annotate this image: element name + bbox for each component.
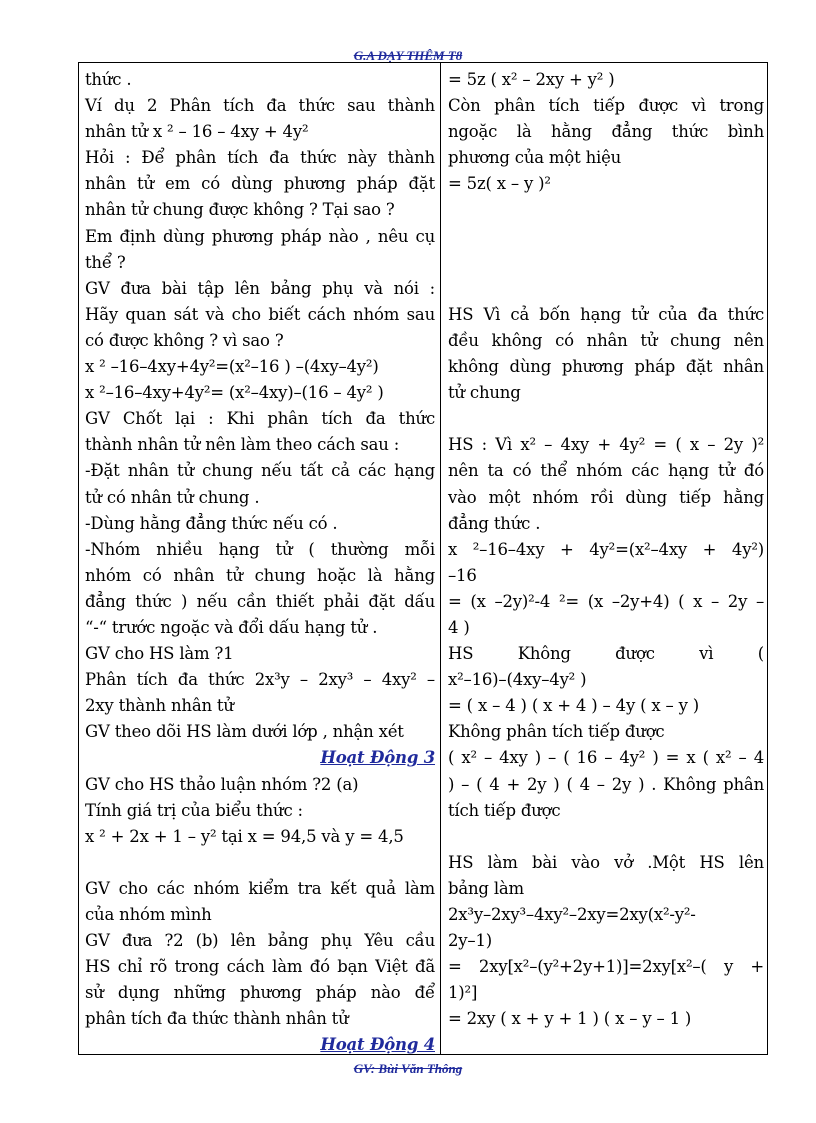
right-column-line — [448, 197, 764, 223]
left-column-line: thể ? — [85, 252, 126, 272]
column-divider — [440, 63, 441, 1054]
activity-heading: Hoạt Động 3 — [320, 748, 435, 768]
right-column-line: HS : Vì x² – 4xy + 4y² = ( x – 2y )² — [448, 435, 764, 455]
left-column-line: -Nhóm nhiều hạng tử ( thường mỗi — [85, 539, 435, 559]
left-column-line: x ² + 2x + 1 – y² tại x = 94,5 và y = 4,5 — [85, 826, 404, 846]
left-column-line: Ví dụ 2 Phân tích đa thức sau thành — [85, 96, 435, 116]
left-column-line: nhân tử chung được không ? Tại sao ? — [85, 200, 395, 220]
right-column-line: 2y–1) — [448, 931, 493, 951]
left-column-line: GV đưa bài tập lên bảng phụ và nói : — [85, 278, 435, 298]
right-column-line: đẳng thức . — [448, 513, 541, 533]
right-column-line: vào một nhóm rồi dùng tiếp hằng — [448, 487, 764, 507]
right-column-line: Còn phân tích tiếp được vì trong — [448, 96, 764, 116]
left-column-line: HS chỉ rõ trong cách làm đó bạn Việt đã — [85, 957, 435, 977]
right-column-line: tử chung — [448, 383, 521, 403]
left-column-line — [85, 850, 435, 876]
left-column-line: Hãy quan sát và cho biết cách nhóm sau — [85, 304, 435, 324]
left-column-line: GV cho các nhóm kiểm tra kết quả làm — [85, 878, 435, 898]
left-column-line: GV Chốt lại : Khi phân tích đa thức — [85, 409, 435, 429]
right-column-line: x²–16)–(4xy–4y² ) — [448, 670, 587, 690]
right-column-line: không dùng phương pháp đặt nhân — [448, 357, 764, 377]
right-column-line: 1)²] — [448, 983, 478, 1003]
left-column-line: 2xy thành nhân tử — [85, 696, 234, 716]
right-column-line: x ²–16–4xy + 4y²=(x²–4xy + 4y²) — [448, 539, 764, 559]
left-column-line: “-“ trước ngoặc và đổi dấu hạng tử . — [85, 617, 378, 637]
right-column-line: phương của một hiệu — [448, 148, 622, 168]
left-column-line: Em định dùng phương pháp nào , nêu cụ — [85, 226, 435, 246]
right-column-line: 4 ) — [448, 617, 470, 637]
right-column-line: –16 — [448, 565, 477, 585]
right-column-line: = 5z ( x² – 2xy + y² ) — [448, 70, 615, 89]
left-column-line: tử có nhân tử chung . — [85, 487, 260, 507]
right-column-line — [448, 824, 764, 850]
left-column-line: GV theo dõi HS làm dưới lớp , nhận xét — [85, 722, 404, 742]
right-column-line: = 5z( x – y )² — [448, 174, 551, 194]
left-column-line: GV cho HS thảo luận nhóm ?2 (a) — [85, 774, 359, 794]
right-column-line: = 2xy[x²–(y²+2y+1)]=2xy[x²–( y + — [448, 957, 764, 977]
right-column-line: nên ta có thể nhóm các hạng tử đó — [448, 461, 764, 481]
right-column-line: ( x² – 4xy ) – ( 16 – 4y² ) = x ( x² – 4 — [448, 748, 764, 768]
right-column-line: Không phân tích tiếp được — [448, 722, 665, 742]
right-column-line: = (x –2y)²-4 ²= (x –2y+4) ( x – 2y – — [448, 591, 764, 611]
right-column-line — [448, 406, 764, 432]
left-column-line: phân tích đa thức thành nhân tử — [85, 1009, 349, 1029]
right-column-line — [448, 276, 764, 302]
right-column-line: HS Không được vì ( — [448, 644, 764, 664]
left-column-line: có được không ? vì sao ? — [85, 330, 284, 350]
left-column-line: x ²–16–4xy+4y²= (x²–4xy)–(16 – 4y² ) — [85, 383, 384, 403]
right-column-line: = ( x – 4 ) ( x + 4 ) – 4y ( x – y ) — [448, 696, 700, 716]
left-column-line: x ² –16–4xy+4y²=(x²–16 ) –(4xy–4y²) — [85, 357, 379, 377]
student-activity-column — [448, 67, 764, 1032]
left-column-line: đẳng thức ) nếu cần thiết phải đặt dấu — [85, 591, 435, 611]
left-column-line: nhân tử em có dùng phương pháp đặt — [85, 174, 435, 194]
right-column-line: = 2xy ( x + y + 1 ) ( x – y – 1 ) — [448, 1009, 692, 1029]
left-column-line: sử dụng những phương pháp nào để — [85, 983, 435, 1003]
page-header: G.A DẠY THÊM T8 — [353, 48, 463, 63]
right-column-line: HS Vì cả bốn hạng tử của đa thức — [448, 304, 764, 324]
left-column-line: của nhóm mình — [85, 905, 212, 924]
left-column-line: thức . — [85, 70, 132, 89]
right-column-line: bảng làm — [448, 878, 524, 898]
activity-heading: Hoạt Động 4 — [320, 1035, 435, 1055]
left-column-line: -Đặt nhân tử chung nếu tất cả các hạng — [85, 461, 435, 481]
page-footer: GV: Bùi Văn Thông — [353, 1061, 463, 1076]
right-column-line: ngoặc là hằng đẳng thức bình — [448, 122, 764, 142]
left-column-line: -Dùng hằng đẳng thức nếu có . — [85, 513, 338, 533]
right-column-line — [448, 250, 764, 276]
left-column-line: Tính giá trị của biểu thức : — [85, 800, 303, 820]
lesson-table — [78, 62, 768, 1055]
right-column-line: ) – ( 4 + 2y ) ( 4 – 2y ) . Không phân — [448, 774, 764, 794]
left-column-line: GV cho HS làm ?1 — [85, 644, 234, 664]
left-column-line: GV đưa ?2 (b) lên bảng phụ Yêu cầu — [85, 931, 435, 951]
left-column-line: thành nhân tử nên làm theo cách sau : — [85, 435, 400, 455]
right-column-line: 2x³y–2xy³–4xy²–2xy=2xy(x²-y²- — [448, 905, 696, 924]
right-column-line: HS làm bài vào vở .Một HS lên — [448, 852, 764, 872]
left-column-line: nhóm có nhân tử chung hoặc là hằng — [85, 565, 435, 585]
left-column-line: Phân tích đa thức 2x³y – 2xy³ – 4xy² – — [85, 670, 435, 690]
left-column-line: Hỏi : Để phân tích đa thức này thành — [85, 148, 435, 168]
right-column-line: đều không có nhân tử chung nên — [448, 330, 764, 350]
right-column-line — [448, 224, 764, 250]
left-column-line: nhân tử x ² – 16 – 4xy + 4y² — [85, 122, 309, 142]
right-column-line: tích tiếp được — [448, 800, 561, 820]
teacher-activity-column — [85, 67, 435, 1059]
